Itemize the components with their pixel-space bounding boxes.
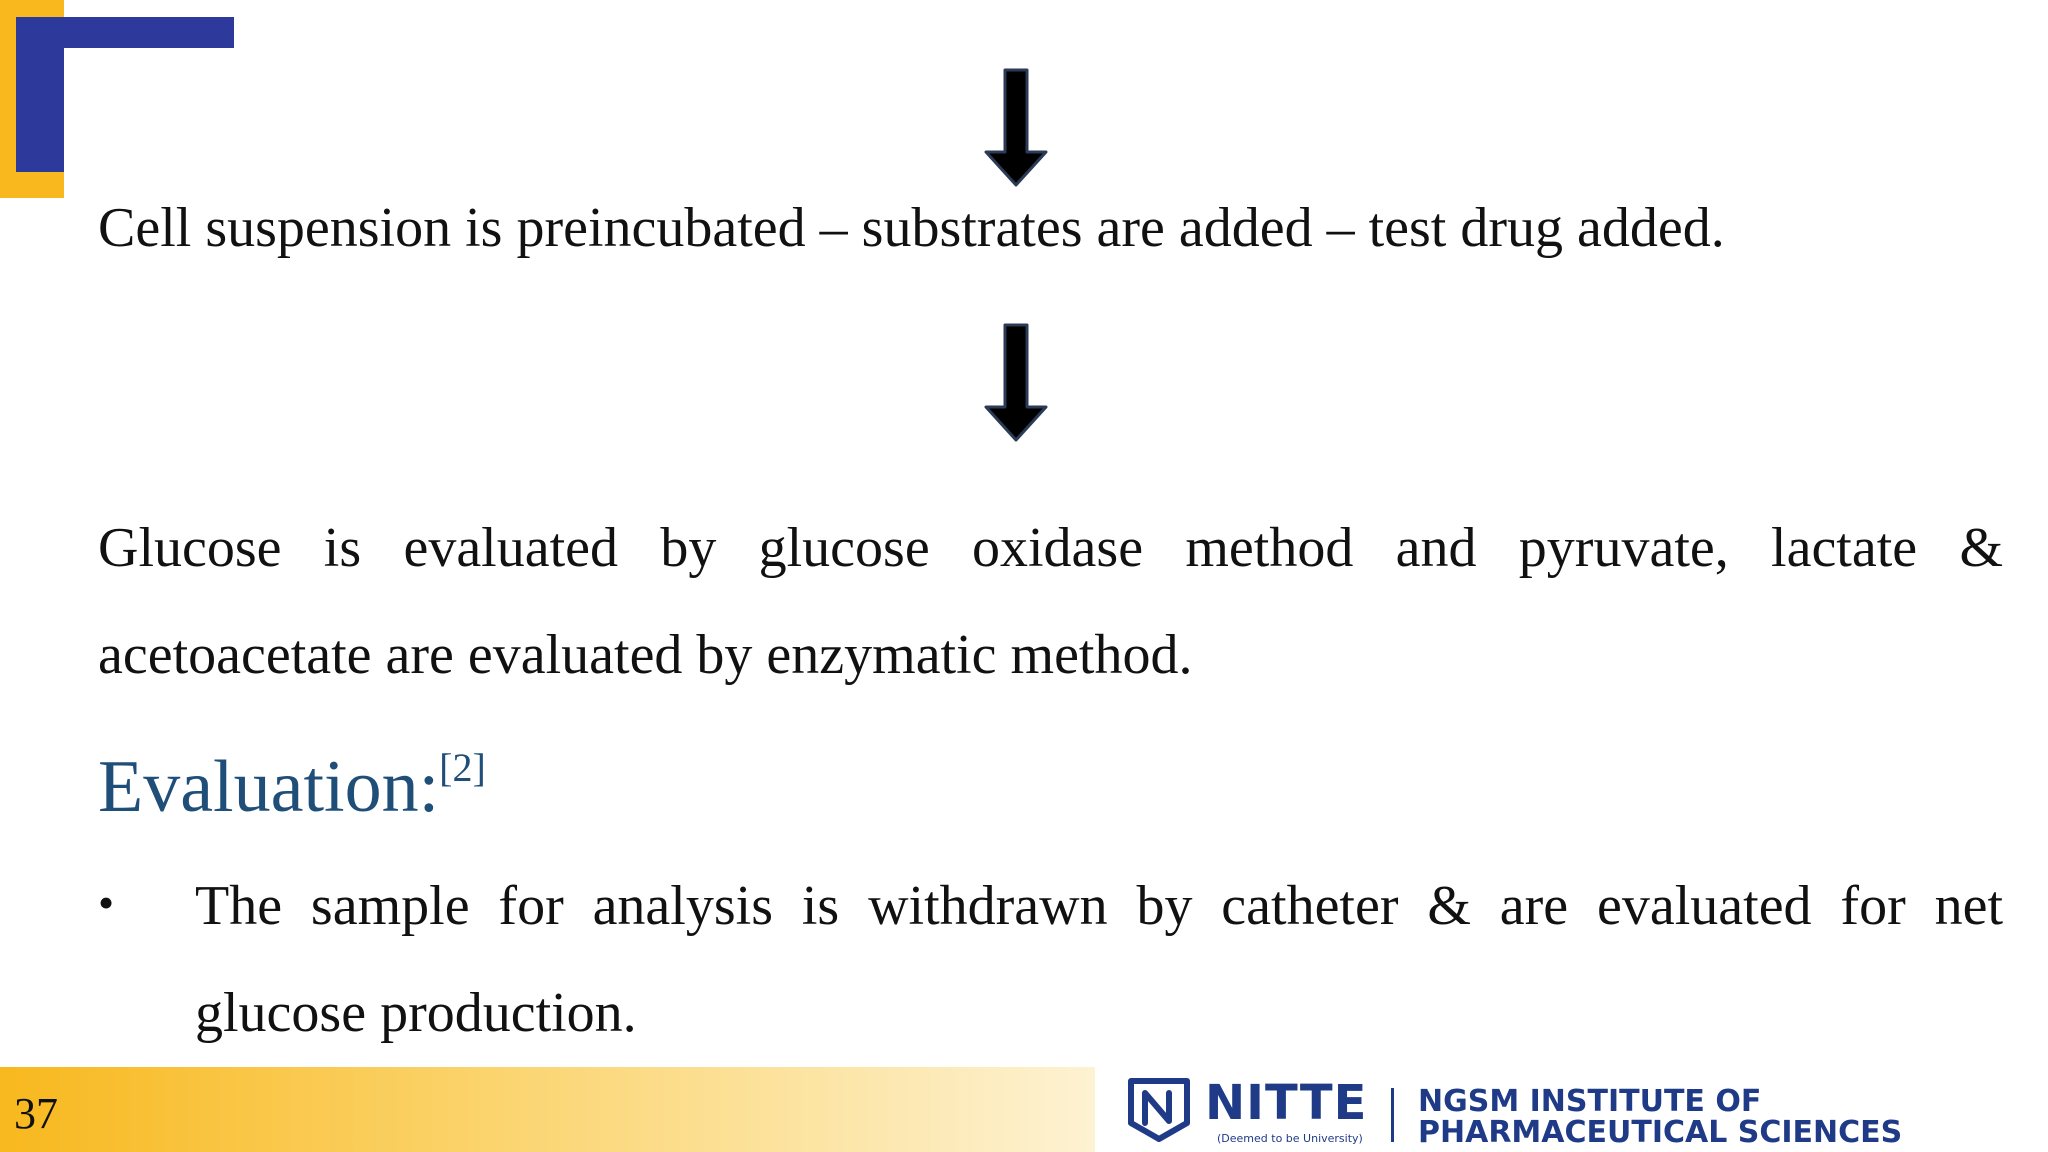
institute-line-2: PHARMACEUTICAL SCIENCES — [1418, 1115, 1903, 1150]
corner-accent-blue-horizontal — [16, 17, 234, 48]
bullet-marker: • — [98, 877, 115, 928]
logo-text: NITTE — [1205, 1075, 1368, 1131]
nitte-logo-icon — [1125, 1075, 1193, 1143]
bullet-line-2: glucose production. — [195, 982, 637, 1044]
slide-number: 37 — [14, 1089, 58, 1138]
glucose-paragraph — [98, 517, 2003, 734]
glucose-line-2: acetoacetate are evaluated by enzymatic method. — [98, 624, 1193, 686]
institute-line-1: NGSM INSTITUTE OF — [1418, 1084, 1762, 1119]
section-heading — [98, 745, 486, 828]
heading-text: Evaluation: — [98, 746, 440, 828]
logo-divider — [1391, 1088, 1394, 1142]
down-arrow-icon — [983, 323, 1049, 443]
down-arrow-icon — [983, 68, 1049, 188]
heading-citation: [2] — [439, 745, 486, 790]
glucose-line-1: Glucose is evaluated by glucose oxidase method and pyruvate, lactate & — [98, 517, 2003, 579]
step-text: Cell suspension is preincubated – substrates are added – test drug added. — [98, 197, 1725, 259]
logo-subtext: (Deemed to be University) — [1217, 1132, 1363, 1145]
institute-name — [1418, 1086, 1902, 1148]
bullet-line-1: The sample for analysis is withdrawn by catheter & are evaluated for net — [195, 875, 2003, 937]
bullet-item — [195, 875, 2003, 1092]
footer-band — [0, 1067, 1095, 1152]
